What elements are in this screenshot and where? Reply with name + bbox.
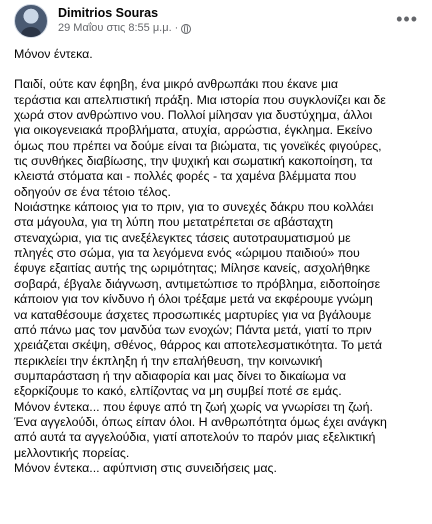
post-text-lines	[14, 77, 432, 476]
author-name[interactable]: Dimitrios Souras	[58, 6, 159, 21]
post-text-line: οδηγούν σε ένα τέτοιο τέλος.	[14, 184, 171, 199]
post-text-line: σοβαρά, έβγαλε διάγνωση, αντιμετώπισε το πρόβλημα, ειδοποίησε	[14, 276, 381, 291]
globe-icon[interactable]	[181, 24, 191, 34]
post-text-line: τεράστια και απελπιστική πράξη. Μια ιστορία που συγκλονίζει και δε	[14, 92, 386, 107]
more-options-icon[interactable]: •••	[396, 9, 418, 29]
post-text-line: Ένα αγγελούδι, όπως είπαν όλοι. Η ανθρωπότητα όμως έχει ανάγκη	[14, 414, 387, 429]
post-text-line: έφυγε εξαιτίας αυτής της ωριμότητας; Μίλησε κανείς, ασχολήθηκε	[14, 261, 371, 276]
post-text-line: Παιδί, ούτε καν έφηβη, ένα μικρό ανθρωπάκι που έκανε μια	[14, 77, 339, 92]
post-text-line: περικλείει την έκπληξη ή την επαλήθευση, την κοινωνική	[14, 353, 323, 368]
post-text-line: στα μάγουλα, για τη λύπη που μετατρέπεται σε αβάσταχτη	[14, 215, 334, 230]
post-header	[14, 2, 191, 40]
post-text-line: από πάνω μας τον μανδύα των ενοχών; Πάντα μετά, γιατί το πριν	[14, 322, 372, 337]
separator-dot: ·	[174, 22, 179, 35]
post-text-line: στεναχώρια, για τις ανεξέλεγκτες τάσεις αυτοτραυματισμού με	[14, 230, 351, 245]
post-text-line: Μόνον έντεκα... αφύπνιση στις συνειδήσεις μας.	[14, 460, 277, 475]
post-text-line: από αυτά τα αγγελούδια, γιατί αποτελούν το παρόν μιας εξελικτική	[14, 430, 376, 445]
post-text-line: χωρά στον ανθρώπινο νου. Πολλοί μίλησαν για δυστύχημα, άλλοι	[14, 108, 373, 123]
post-text-line: να καταθέσουμε άσχετες προσωπικές μαρτυρίες για να βγάλουμε	[14, 307, 372, 322]
post-text-line: χρειάζεται σκέψη, σθένος, θάρρος και αποτελεσματικότητα. Το μετά	[14, 338, 383, 353]
post-text-line: κάποιον για τον κίνδυνο ή όλοι τρέξαμε μετά να εκφέρουμε γνώμη	[14, 292, 373, 307]
post-meta	[58, 6, 191, 35]
post-text-line: μελλοντικής πορείας.	[14, 445, 130, 460]
post-text-line: πληγές στο σώμα, για τα λεγόμενα ενός «ώριμου παιδιού» που	[14, 246, 360, 261]
post-title-line: Μόνον έντεκα.	[14, 47, 93, 61]
post-text-line: για οικογενειακά προβλήματα, ατυχία, αρρώστια, έγκλημα. Εκείνο	[14, 123, 373, 138]
post-text-line: Μόνον έντεκα... που έφυγε από τη ζωή χωρίς να γνωρίσει τη ζωή.	[14, 399, 373, 414]
paragraph-gap	[14, 62, 432, 77]
post-text-line: συμπαράσταση ή την αδιαφορία και μας δίνει το δικαίωμα να	[14, 368, 347, 383]
post-timestamp[interactable]: 29 Μαΐου στις 8:55 μ.μ.	[58, 22, 172, 35]
post-body	[14, 47, 432, 476]
post-text-line: κλειστά στόματα και - πολλές φορές - τα χαμένα βλέμματα που	[14, 169, 357, 184]
post-text-line: Νοιάστηκε κάποιος για το πριν, για το συνεχές δάκρυ που κολλάει	[14, 200, 374, 215]
post-subline	[58, 22, 191, 35]
post-text-line: όμως που πρέπει να δούμε είναι τα βιώματα, τις γονεϊκές φιγούρες,	[14, 138, 382, 153]
author-avatar[interactable]	[14, 4, 48, 38]
post-text-line: τις συνθήκες διαβίωσης, την ψυχική και σωματική κακοποίηση, τα	[14, 154, 373, 169]
post-text-line: εξορκίζουμε το κακό, ελπίζοντας να μη συμβεί ποτέ σε εμάς.	[14, 384, 342, 399]
